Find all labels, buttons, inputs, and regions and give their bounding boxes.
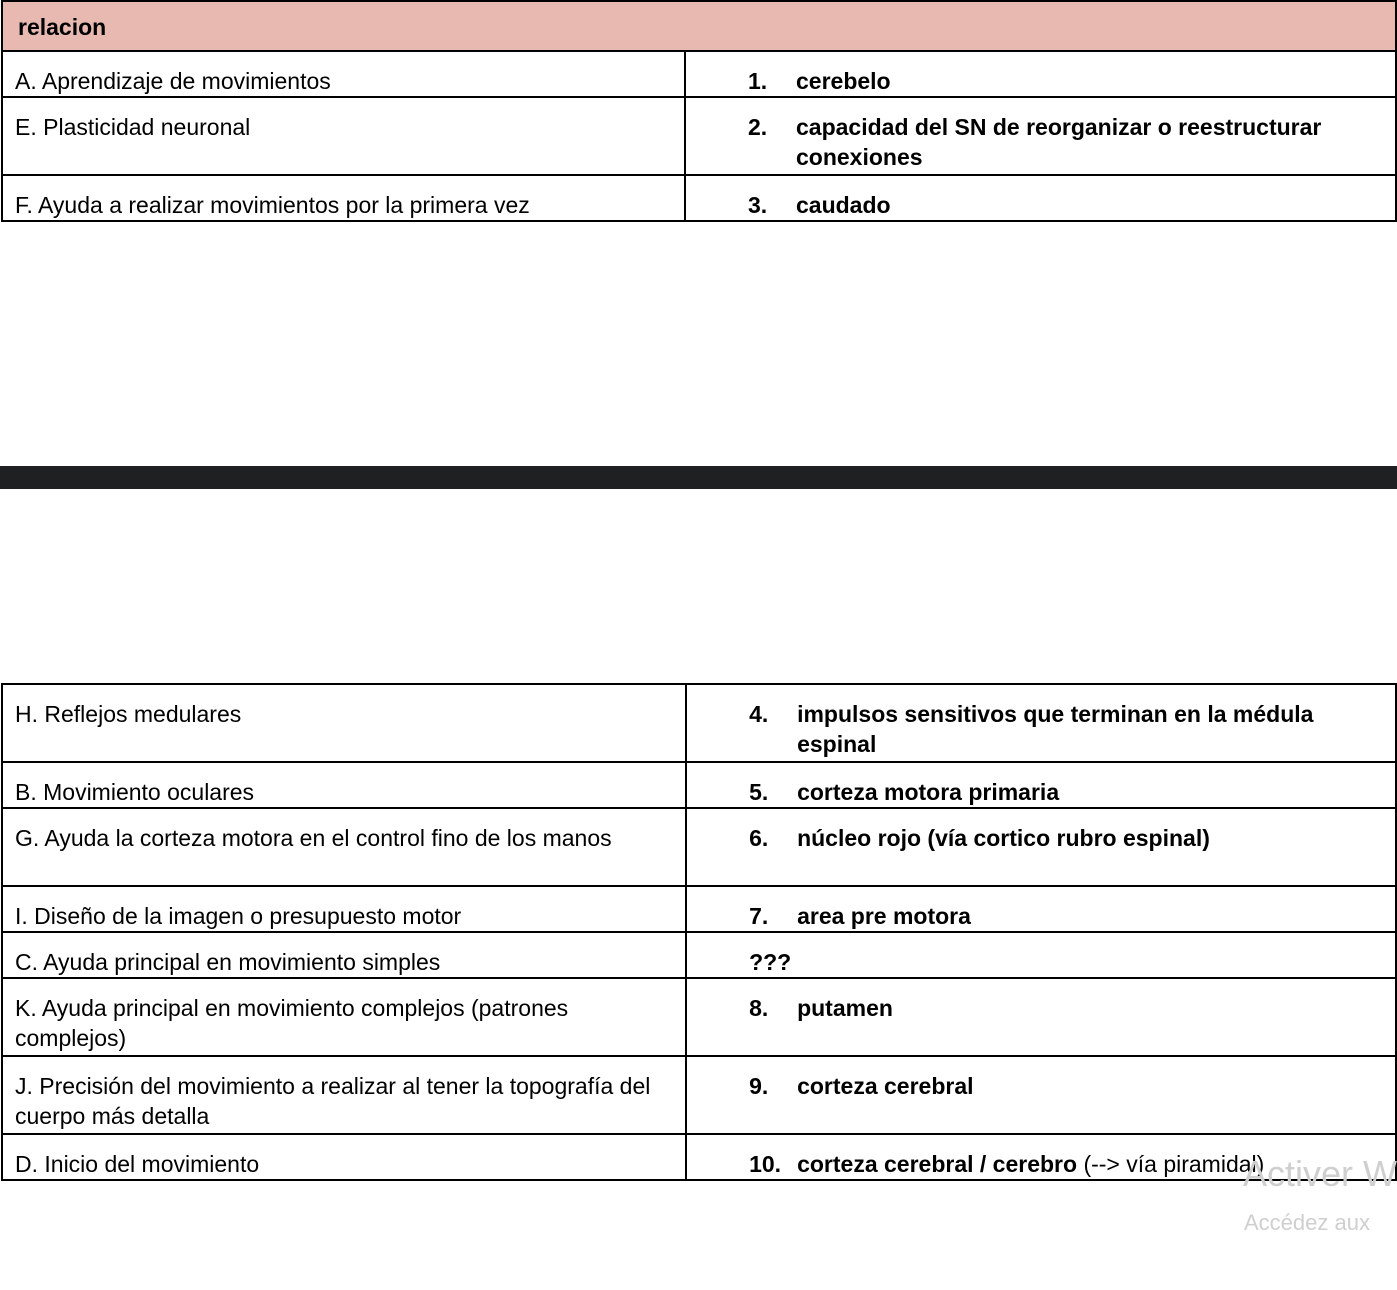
- table-row: [2, 978, 1396, 1056]
- table-row: [2, 886, 1396, 932]
- answer-text: [797, 1149, 1375, 1179]
- concept-cell: A. Aprendizaje de movimientos: [2, 51, 685, 97]
- answer-number: 5.: [749, 779, 769, 805]
- table-row: [2, 175, 1396, 221]
- concept-cell: H. Reflejos medulares: [2, 684, 686, 762]
- answer-cell: [686, 1056, 1396, 1134]
- table-row: [2, 51, 1396, 97]
- table-header-row: [2, 1, 1396, 51]
- concept-cell: E. Plasticidad neuronal: [2, 97, 685, 175]
- answer-number: 1.: [748, 68, 768, 94]
- answer-number: 2.: [748, 114, 768, 140]
- answer-cell: [686, 886, 1396, 932]
- answer-cell: [686, 932, 1396, 978]
- answer-number: 4.: [749, 701, 769, 727]
- answer-number: 10.: [749, 1151, 782, 1177]
- concept-cell: C. Ayuda principal en movimiento simples: [2, 932, 686, 978]
- answer-text: corteza cerebral: [797, 1073, 974, 1099]
- answer-text-bold: corteza cerebral / cerebro: [797, 1151, 1078, 1177]
- table-header-cell: relacion: [2, 1, 1396, 51]
- answer-text: cerebelo: [796, 68, 891, 94]
- answer-cell: [686, 684, 1396, 762]
- table-row: [2, 762, 1396, 808]
- concept-cell: J. Precisión del movimiento a realizar al tener la topografía del cuerpo más detalla: [2, 1056, 686, 1134]
- answer-cell: [686, 808, 1396, 886]
- answer-number: 9.: [749, 1073, 769, 1099]
- concept-cell: B. Movimiento oculares: [2, 762, 686, 808]
- relation-table-2: [1, 683, 1397, 1181]
- answer-cell: [685, 97, 1396, 175]
- activation-watermark: Activer W: [1243, 1153, 1397, 1194]
- answer-text: area pre motora: [797, 903, 971, 929]
- concept-cell: K. Ayuda principal en movimiento complejos (patrones complejos): [2, 978, 686, 1056]
- answer-number: 3.: [748, 192, 768, 218]
- table-row: [2, 684, 1396, 762]
- answer-cell: [685, 175, 1396, 221]
- answer-cell: [685, 51, 1396, 97]
- answer-text: impulsos sensitivos que terminan en la médula espinal: [797, 701, 1314, 757]
- answer-text: ???: [749, 949, 792, 975]
- table-row: [2, 97, 1396, 175]
- activation-watermark-subtext: Accédez aux: [1244, 1210, 1370, 1235]
- page-break-band: [0, 466, 1397, 489]
- answer-text: núcleo rojo (vía cortico rubro espinal): [797, 825, 1210, 851]
- answer-text: corteza motora primaria: [797, 779, 1060, 805]
- answer-text: caudado: [796, 192, 891, 218]
- concept-cell: I. Diseño de la imagen o presupuesto motor: [2, 886, 686, 932]
- table-row: [2, 808, 1396, 886]
- answer-number: 7.: [749, 903, 769, 929]
- concept-cell: F. Ayuda a realizar movimientos por la primera vez: [2, 175, 685, 221]
- answer-number: 8.: [749, 995, 769, 1021]
- answer-number: 6.: [749, 825, 769, 851]
- concept-cell: D. Inicio del movimiento: [2, 1134, 686, 1180]
- answer-cell: [686, 762, 1396, 808]
- relation-table-1: [1, 0, 1397, 222]
- answer-text: putamen: [797, 995, 893, 1021]
- answer-suffix: (--> vía piramidal): [1077, 1151, 1265, 1177]
- table-row: [2, 1134, 1396, 1180]
- table-row: [2, 932, 1396, 978]
- answer-cell: [686, 1134, 1396, 1180]
- concept-cell: G. Ayuda la corteza motora en el control fino de los manos: [2, 808, 686, 886]
- table-row: [2, 1056, 1396, 1134]
- answer-text: capacidad del SN de reorganizar o reestructurar conexiones: [796, 114, 1322, 170]
- answer-cell: [686, 978, 1396, 1056]
